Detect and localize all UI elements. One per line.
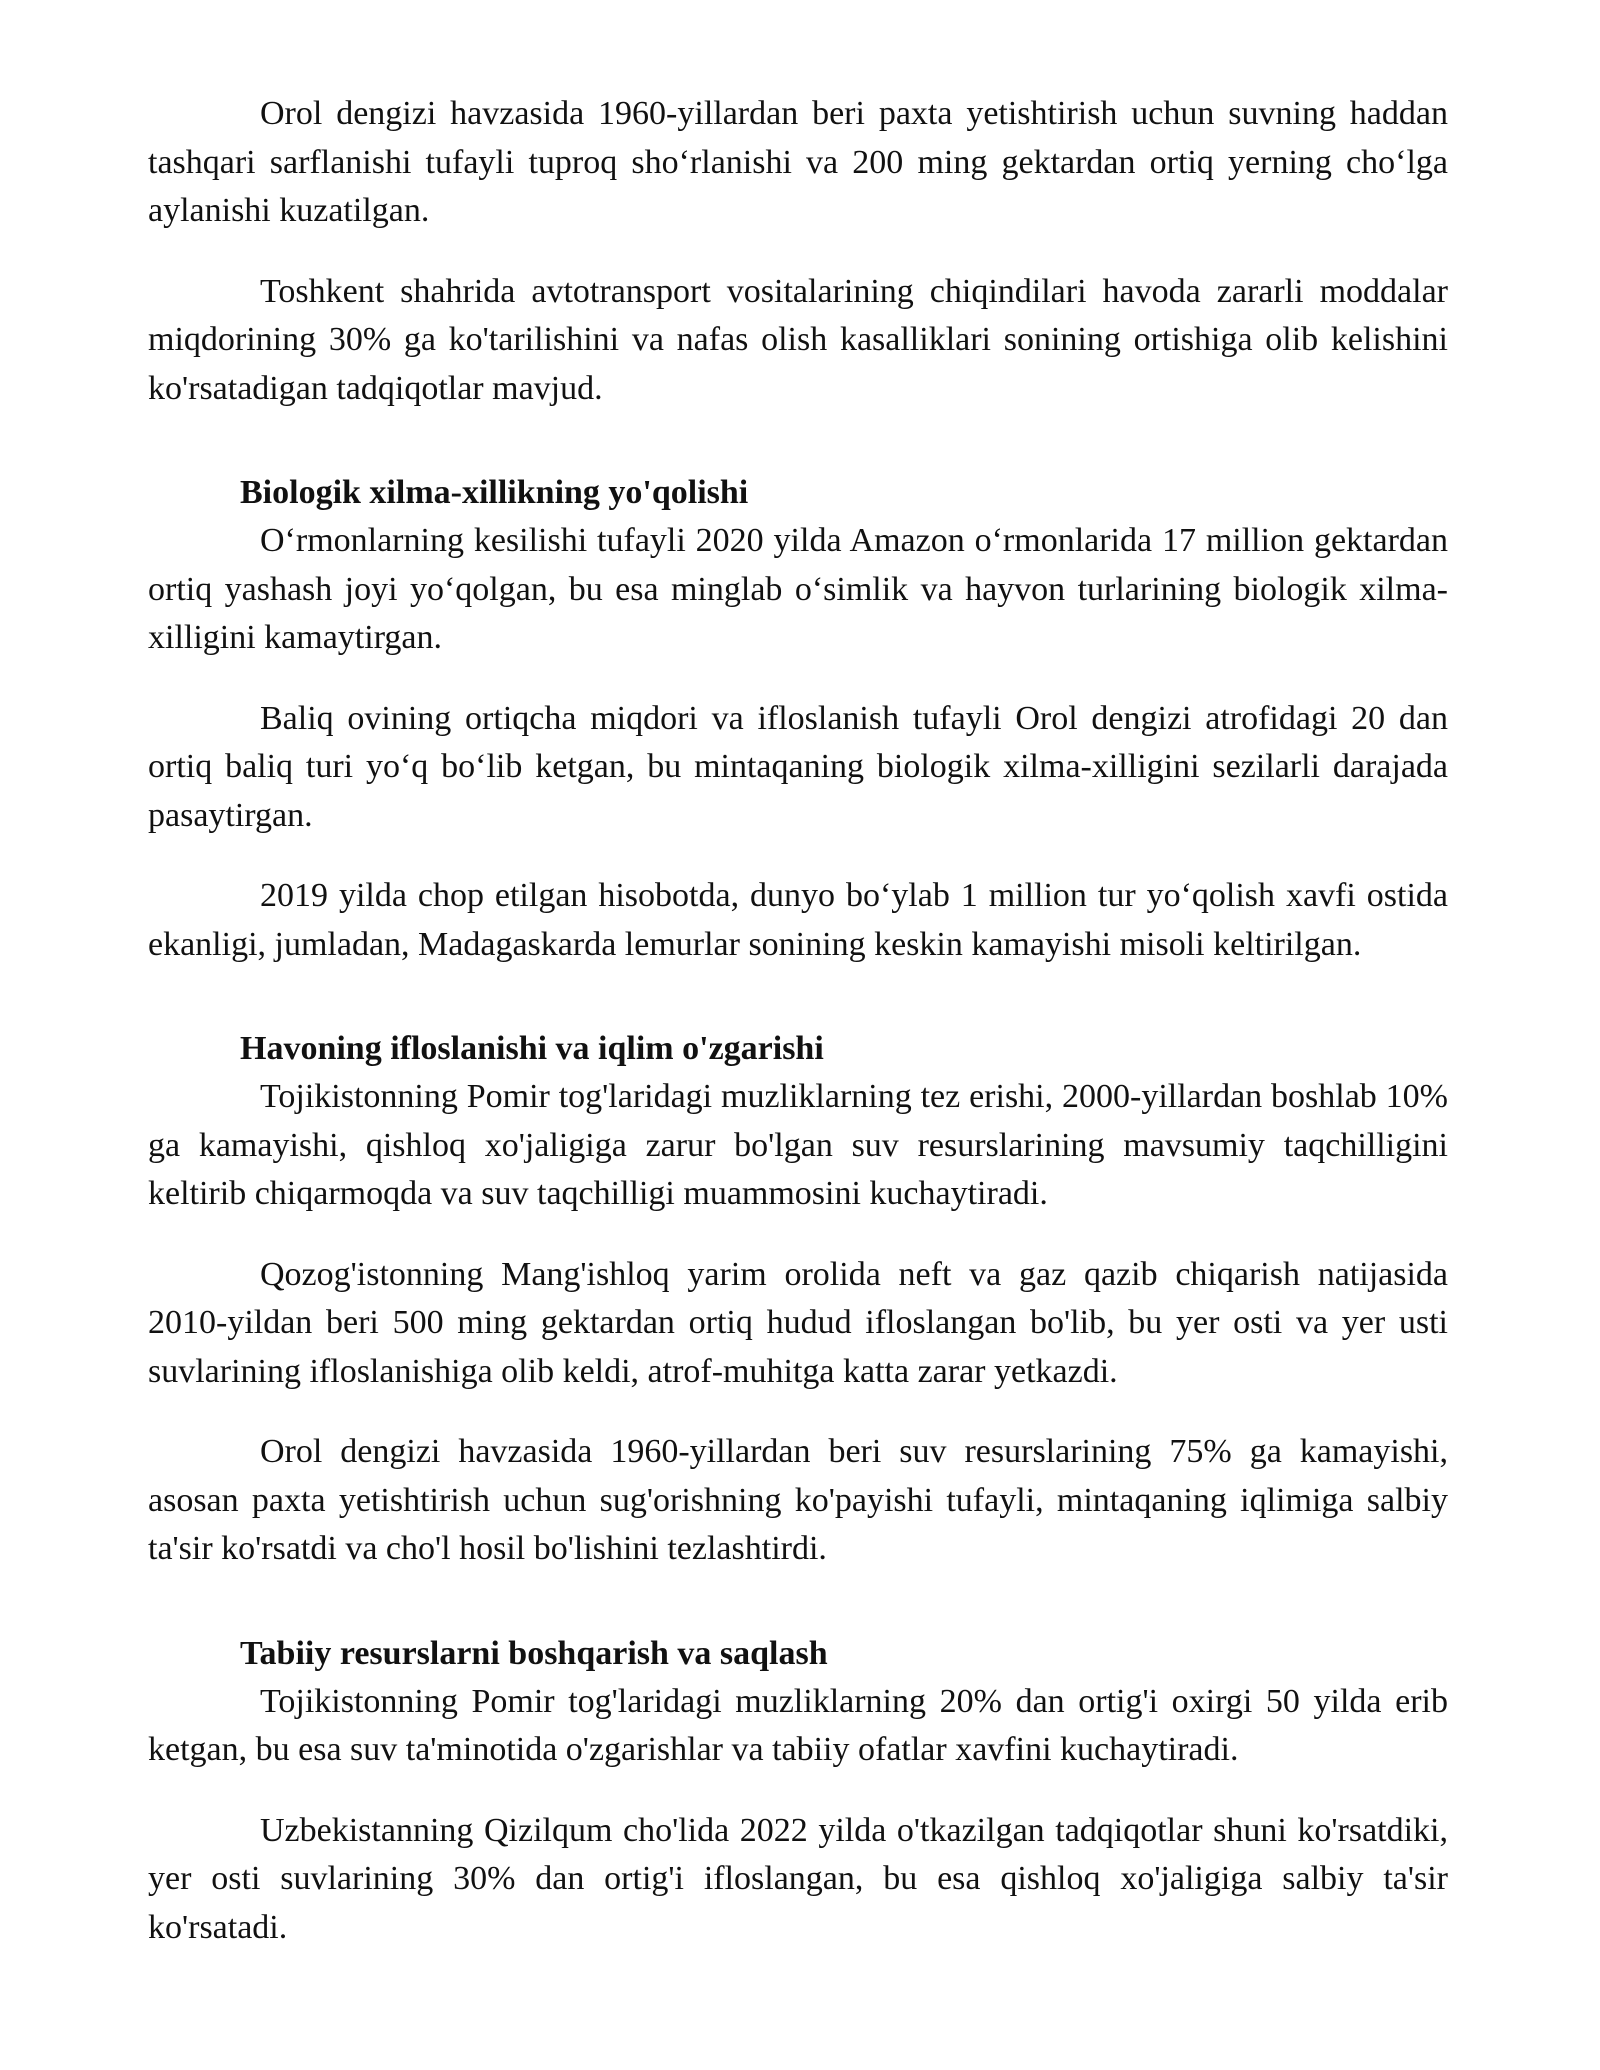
paragraph-2019-report: 2019 yilda chop etilgan hisobotda, dunyo bo‘ylab 1 million tur yo‘qolish xavfi ostida ekanligi, jumladan, Madagaskarda lemurlar sonining keskin kamayishi misoli keltirilgan. [148,877,1448,963]
section-heading-air-climate: Havoning ifloslanishi va iqlim o'zgarishi [240,1030,824,1067]
paragraph-pamir-glaciers-melting: Tojikistonning Pomir tog'laridagi muzliklarning tez erishi, 2000-yillardan boshlab 10% ga kamayishi, qishloq xo'jaligiga zarur bo'lgan suv resurslarining mavsumiy taqchilligini keltirib chiqarmoqda va suv taqchilligi muammosini kuchaytiradi. [148,1078,1448,1212]
section-heading-resource-management: Tabiiy resurslarni boshqarish va saqlash [240,1634,828,1672]
paragraph-mangyshlak-pollution: Qozog'istonning Mang'ishloq yarim orolida neft va gaz qazib chiqarish natijasida 2010-yildan beri 500 ming gektardan ortiq hudud ifloslangan bo'lib, bu yer osti va yer usti suvlarining ifloslanishiga olib keldi, atrof-muhitga katta zarar yetkazdi. [148,1255,1448,1390]
paragraph-kyzylkum-groundwater: Uzbekistanning Qizilqum cho'lida 2022 yilda o'tkazilgan tadqiqotlar shuni ko'rsatdiki, yer osti suvlarining 30% dan ortig'i ifloslangan, bu esa qishloq xo'jaligiga salbiy ta'sir ko'rsatadi. [148,1811,1448,1946]
paragraph-pamir-glaciers-20-percent: Tojikistonning Pomir tog'laridagi muzliklarning 20% dan ortig'i oxirgi 50 yilda erib ketgan, bu esa suv ta'minotida o'zgarishlar va tabiiy ofatlar xavfini kuchaytiradi. [148,1682,1448,1768]
document-body [148,90,1448,1984]
paragraph-aral-sea-salinization: Orol dengizi havzasida 1960-yillardan beri paxta yetishtirish uchun suvning haddan tashqari sarflanishi tufayli tuproq sho‘rlanishi va 200 ming gektardan ortiq yerning cho‘lga aylanishi kuzatilgan. [148,95,1448,229]
paragraph-amazon-deforestation: O‘rmonlarning kesilishi tufayli 2020 yilda Amazon o‘rmonlarida 17 million gektardan ortiq yashash joyi yo‘qolgan, bu esa minglab o‘simlik va hayvon turlarining biologik xilma-xilligini kamaytirgan. [148,522,1448,656]
section-heading-biodiversity: Biologik xilma-xillikning yo'qolishi [240,474,749,511]
paragraph-tashkent-air-pollution: Toshkent shahrida avtotransport vositalarining chiqindilari havoda zararli moddalar miqdorining 30% ga ko'tarilishini va nafas olish kasalliklari sonining ortishiga olib kelishini ko'rsatadigan tadqiqotlar mavjud. [148,272,1448,407]
paragraph-aral-fish-species: Baliq ovining ortiqcha miqdori va ifloslanish tufayli Orol dengizi atrofidagi 20 dan ortiq baliq turi yo‘q bo‘lib ketgan, bu mintaqaning biologik xilma-xilligini sezilarli darajada pasaytirgan. [148,699,1448,834]
paragraph-aral-water-decline: Orol dengizi havzasida 1960-yillardan beri suv resurslarining 75% ga kamayishi, asosan paxta yetishtirish uchun sug'orishning ko'payishi tufayli, mintaqaning iqlimiga salbiy ta'sir ko'rsatdi va cho'l hosil bo'lishini tezlashtirdi. [148,1433,1448,1567]
